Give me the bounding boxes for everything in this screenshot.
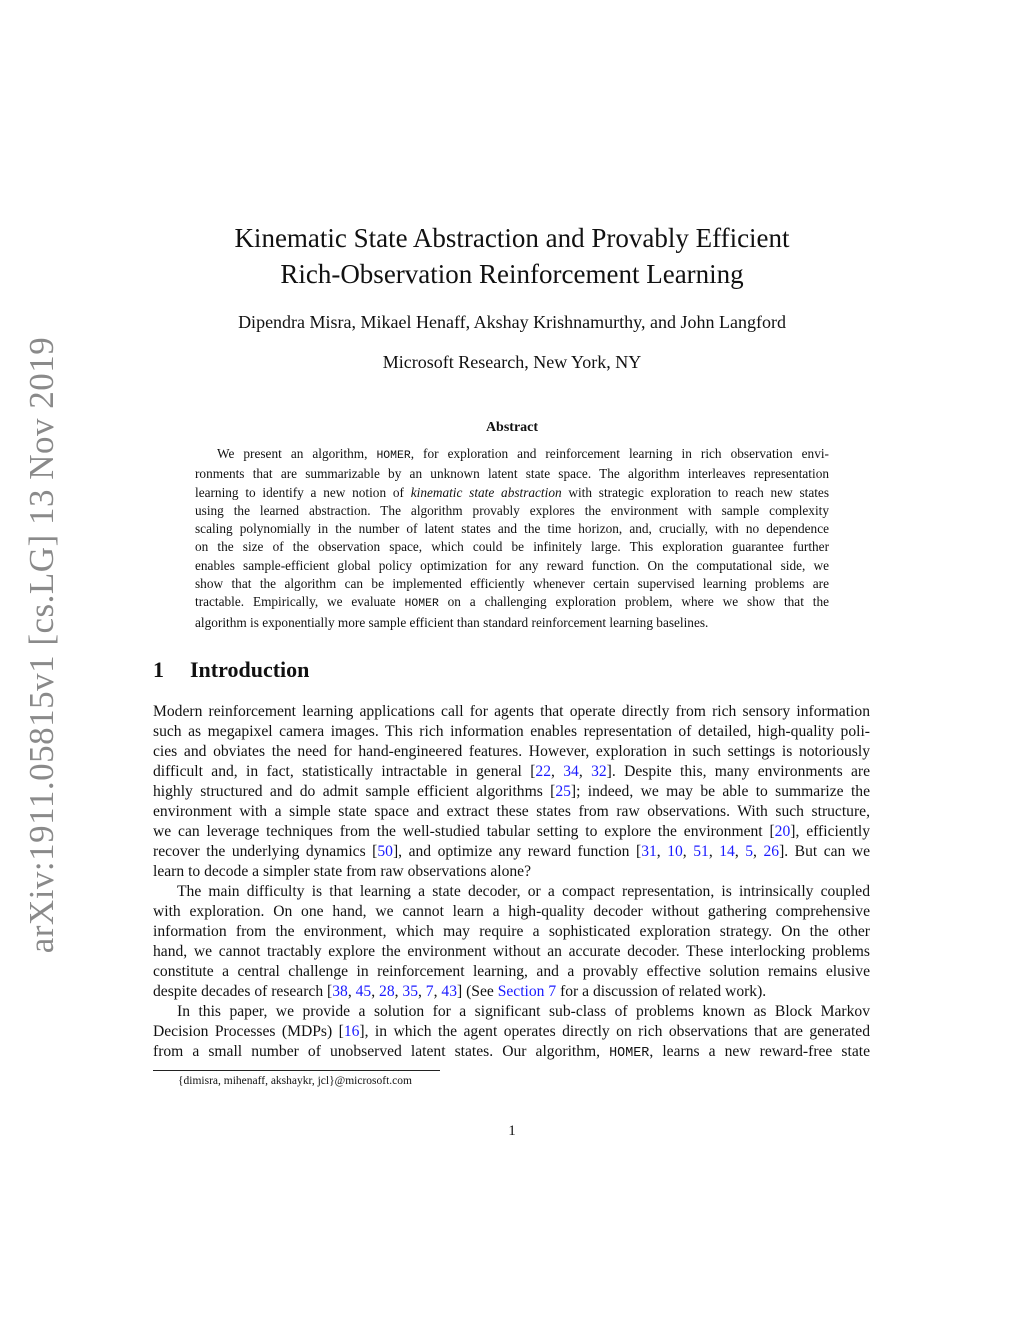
algorithm-name: HOMER [404,597,439,611]
page-number: 1 [508,1123,516,1139]
text-run: , [371,983,380,1000]
text-line [153,762,870,782]
text-run: on a challenging exploration problem, where we show that the [438,594,829,610]
text-run: on the size of the observation space, which could be infinitely large. This exploration guarantee further [195,539,829,555]
citation-link[interactable]: 5 [745,843,754,860]
text-run: recover the underlying dynamics [ [153,843,378,860]
citation-link[interactable]: 51 [693,843,709,860]
abstract-heading: Abstract [485,420,539,435]
text-line [153,1022,870,1042]
text-run: ], efficiently [790,823,871,840]
citation-link[interactable]: Section 7 [497,983,557,1000]
text-line [153,942,870,962]
author-list: Dipendra Misra, Mikael Henaff, Akshay Krishnamurthy, and John Langford [238,312,786,332]
text-line [153,922,870,942]
text-run: ]; indeed, we may be able to summarize the [570,783,870,800]
text-run: difficult and, in fact, statistically intractable in general [ [153,763,536,780]
text-line [153,842,870,862]
footnote-emails: {dimisra, mihenaff, akshaykr, jcl}@microsoft.com [178,1075,412,1087]
citation-link[interactable]: 28 [379,983,395,1000]
text-run: constitute a central challenge in reinforcement learning, and a provably effective solution remains elusive [153,963,870,980]
text-run: The main difficulty is that learning a state decoder, or a compact representation, is intrinsically coupled [177,883,870,900]
text-run: despite decades of research [ [153,983,333,1000]
text-line [195,465,829,483]
citation-link[interactable]: 7 [425,983,434,1000]
text-run: such as megapixel camera images. This rich information enables representation of detailed, high-quality poli- [153,723,870,740]
text-run: tractable. Empirically, we evaluate [195,594,405,610]
citation-link[interactable]: 14 [719,843,735,860]
text-run: ], in which the agent operates directly on rich observations that are generated [359,1023,870,1040]
citation-link[interactable]: 32 [591,763,607,780]
abstract-body [195,445,829,632]
text-run: with exploration. On one hand, we cannot learn a high-quality decoder without gathering comprehensive [153,903,870,920]
introduction-body [153,702,870,1064]
text-line [153,782,870,802]
text-run: , [656,843,668,860]
text-run: ], and optimize any reward function [ [392,843,642,860]
text-line [153,1042,870,1064]
text-run: learn to decode a simpler state from raw observations alone? [153,863,532,880]
text-run: cies and obviates the need for hand-engineered features. However, exploration in such settings is notoriously [153,743,870,760]
citation-link[interactable]: 35 [402,983,418,1000]
text-line [153,802,870,822]
citation-link[interactable]: 25 [555,783,571,800]
citation-link[interactable]: 31 [641,843,657,860]
text-run: ] (See [456,983,498,1000]
text-line [195,538,829,556]
text-line [153,822,870,842]
title-line: Kinematic State Abstraction and Provably Efficient [234,223,790,253]
text-run: , [708,843,720,860]
text-run: , [734,843,746,860]
text-line [153,882,870,902]
citation-link[interactable]: 38 [332,983,348,1000]
text-line [153,862,870,882]
text-run: , [433,983,442,1000]
citation-link[interactable]: 34 [563,763,579,780]
section-title: Introduction [190,657,310,682]
text-run: , [418,983,426,1000]
text-run: , for exploration and reinforcement learning in rich observation envi- [410,446,829,461]
text-line [195,502,829,520]
emphasized-text: kinematic state abstraction [410,484,562,500]
citation-link[interactable]: 16 [343,1023,360,1040]
text-line [153,702,870,722]
text-line [153,982,870,1002]
text-run: ]. Despite this, many environments are [606,763,871,780]
text-run: learning to identify a new notion of [195,484,411,500]
text-run: , [394,983,403,1000]
citation-link[interactable]: 20 [774,823,791,840]
text-run: for a discussion of related work). [556,983,767,1000]
text-line [195,484,829,502]
algorithm-name: HOMER [376,449,411,462]
text-run: Decision Processes (MDPs) [ [153,1023,344,1040]
citation-link[interactable]: 43 [441,983,457,1000]
text-run: In this paper, we provide a solution for a significant sub-class of problems known as Block Markov [177,1003,870,1020]
citation-link[interactable]: 22 [535,763,551,780]
section-heading [153,657,309,683]
section-number: 1 [153,657,164,682]
arxiv-identifier-stamp: arXiv:1911.05815v1 [cs.LG] 13 Nov 2019 [22,336,61,954]
text-line [153,902,870,922]
text-line [195,614,829,632]
text-run: , [551,763,564,780]
text-run: scaling polynomially in the number of latent states and the time horizon, and, crucially, with no dependence [195,521,829,537]
text-run: , [578,763,592,780]
text-run: we can leverage techniques from the well-studied tabular setting to explore the environment [ [153,823,775,840]
title-line: Rich-Observation Reinforcement Learning [280,259,744,289]
text-run: , [347,983,356,1000]
text-run: Modern reinforcement learning applications call for agents that operate directly from rich sensory information [153,703,870,720]
text-line [153,722,870,742]
text-run: from a small number of unobserved latent states. Our algorithm, [153,1043,610,1060]
text-run: using the learned abstraction. The algorithm provably explores the environment with sample complexity [195,502,829,518]
text-run: hand, we cannot tractably explore the environment without an accurate decoder. These interlocking problems [153,943,870,960]
text-line [153,742,870,762]
text-line [195,575,829,593]
citation-link[interactable]: 10 [667,843,683,860]
text-run: show that the algorithm can be implemented efficiently whenever certain supervised learning problems are [195,576,829,592]
footnote-divider [153,1070,440,1071]
text-run: , [682,843,694,860]
text-run: enables sample-efficient global policy optimization for any reward function. On the computational side, we [195,557,829,573]
text-run: , learns a new reward-free state [649,1043,870,1060]
citation-link[interactable]: 50 [377,843,393,860]
citation-link[interactable]: 45 [355,983,372,1000]
text-run: information from the environment, which may require a sophisticated exploration strategy. On the other [153,923,870,940]
text-line [153,1002,870,1022]
text-run: highly structured and do admit sample efficient algorithms [ [153,783,556,800]
text-run: We present an algorithm, [217,446,377,461]
text-line [195,557,829,575]
algorithm-name: HOMER [609,1046,650,1061]
text-run: , [753,843,764,860]
text-line [195,593,829,613]
paper-title [0,220,1024,292]
text-run: algorithm is exponentially more sample efficient than standard reinforcement learning baselines. [195,614,709,630]
text-run: environment with a simple state space and extract these states from raw observations. With such structure, [153,803,870,820]
text-run: ]. But can we [779,843,871,860]
text-run: ronments that are summarizable by an unknown latent state space. The algorithm interleaves representation [195,466,829,482]
affiliation: Microsoft Research, New York, NY [382,352,642,372]
text-line [195,445,829,465]
citation-link[interactable]: 26 [763,843,780,860]
text-line [195,520,829,538]
text-line [153,962,870,982]
text-run: with strategic exploration to reach new states [561,484,830,500]
